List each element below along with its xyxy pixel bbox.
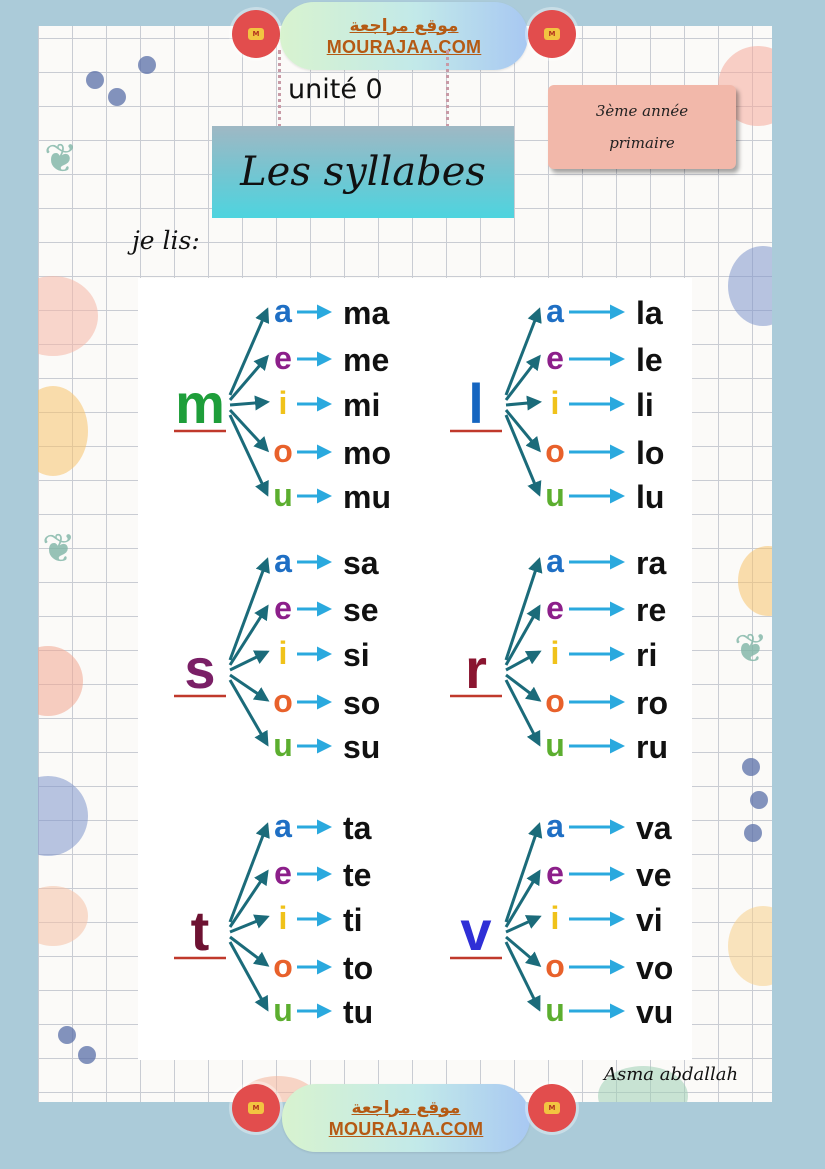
- decor-berry: [744, 824, 762, 842]
- decor-berry: [742, 758, 760, 776]
- branch-arrow: [230, 825, 267, 922]
- decor-leaf-icon: ❦: [734, 626, 768, 672]
- unit-label: unité 0: [288, 74, 383, 105]
- syllable-board: [138, 278, 692, 1060]
- hanging-rope: [278, 50, 286, 128]
- syllable-text: si: [343, 637, 370, 673]
- vowel-letter: a: [546, 293, 564, 329]
- syllable-text: ra: [636, 545, 667, 581]
- decor-berry: [78, 1046, 96, 1064]
- decor-flower: [38, 776, 88, 856]
- vowel-letter: i: [278, 385, 288, 421]
- consonant-letter: v: [460, 899, 492, 962]
- consonant-letter: r: [465, 637, 487, 700]
- site-link[interactable]: MOURAJAA.COM: [326, 36, 482, 57]
- branch-arrow: [230, 310, 267, 395]
- vowel-letter: e: [274, 590, 292, 626]
- branch-arrow: [506, 680, 539, 744]
- site-logo-badge[interactable]: [528, 10, 576, 58]
- site-banner-bottom[interactable]: [282, 1084, 530, 1152]
- syllable-text: to: [343, 950, 374, 986]
- syllable-text: le: [636, 342, 663, 378]
- vowel-letter: e: [274, 340, 292, 376]
- syllable-text: mi: [343, 387, 381, 423]
- vowel-letter: i: [278, 900, 288, 936]
- grade-level-line2: primaire: [609, 134, 675, 152]
- vowel-letter: e: [546, 340, 564, 376]
- vowel-letter: i: [278, 635, 288, 671]
- vowel-letter: u: [273, 727, 293, 763]
- branch-arrow: [506, 310, 539, 395]
- vowel-letter: o: [273, 948, 293, 984]
- decor-flower: [38, 646, 83, 716]
- syllable-text: ma: [343, 295, 390, 331]
- vowel-letter: i: [550, 900, 560, 936]
- decor-leaf-icon: ❦: [42, 526, 76, 572]
- syllable-text: sa: [343, 545, 379, 581]
- syllable-text: vu: [636, 994, 674, 1030]
- vowel-letter: i: [550, 385, 560, 421]
- vowel-letter: e: [546, 855, 564, 891]
- syllable-text: vo: [636, 950, 674, 986]
- vowel-letter: u: [273, 992, 293, 1028]
- branch-arrow: [230, 415, 267, 494]
- decor-berry: [86, 71, 104, 89]
- syllable-text: mu: [343, 479, 391, 515]
- hanging-rope: [446, 50, 454, 128]
- syllable-text: ti: [343, 902, 363, 938]
- decor-flower: [38, 276, 98, 356]
- syllable-text: mo: [343, 435, 391, 471]
- site-logo-badge[interactable]: [232, 1084, 280, 1132]
- syllable-text: ru: [636, 729, 668, 765]
- vowel-letter: u: [545, 727, 565, 763]
- logo-icon: M: [248, 1102, 264, 1114]
- syllable-text: ro: [636, 685, 668, 721]
- vowel-letter: a: [274, 293, 292, 329]
- site-link[interactable]: MOURAJAA.COM: [328, 1118, 484, 1139]
- vowel-letter: e: [274, 855, 292, 891]
- syllable-text: su: [343, 729, 381, 765]
- site-logo-badge[interactable]: [528, 1084, 576, 1132]
- vowel-letter: u: [545, 477, 565, 513]
- vowel-letter: o: [545, 683, 565, 719]
- vowel-letter: a: [274, 543, 292, 579]
- syllable-text: me: [343, 342, 390, 378]
- syllable-text: tu: [343, 994, 374, 1030]
- decor-flower: [738, 546, 772, 616]
- branch-arrow: [506, 415, 539, 494]
- syllable-text: ta: [343, 810, 372, 846]
- branch-arrow: [230, 680, 267, 744]
- branch-arrow: [506, 402, 539, 405]
- site-name-arabic: موقع مراجعة: [351, 1097, 461, 1118]
- syllable-text: ve: [636, 857, 672, 893]
- consonant-letter: l: [468, 372, 484, 435]
- title-sign: [212, 126, 514, 218]
- decor-flower: [728, 906, 772, 986]
- consonant-letter: t: [190, 899, 210, 962]
- decor-berry: [58, 1026, 76, 1044]
- syllable-text: va: [636, 810, 672, 846]
- logo-icon: M: [544, 28, 560, 40]
- syllable-text: li: [636, 387, 654, 423]
- vowel-letter: u: [273, 477, 293, 513]
- syllable-text: lo: [636, 435, 665, 471]
- vowel-letter: u: [545, 992, 565, 1028]
- branch-arrow: [230, 560, 267, 660]
- site-logo-badge[interactable]: [232, 10, 280, 58]
- consonant-letter: s: [184, 637, 216, 700]
- decor-flower: [38, 386, 88, 476]
- syllable-text: te: [343, 857, 372, 893]
- vowel-letter: o: [545, 948, 565, 984]
- logo-icon: M: [248, 28, 264, 40]
- syllable-text: vi: [636, 902, 663, 938]
- decor-berry: [750, 791, 768, 809]
- branch-arrow: [506, 825, 539, 922]
- syllable-text: re: [636, 592, 667, 628]
- page-title: Les syllabes: [240, 149, 486, 195]
- decor-berry: [108, 88, 126, 106]
- syllable-text: lu: [636, 479, 665, 515]
- vowel-letter: o: [273, 683, 293, 719]
- vowel-letter: e: [546, 590, 564, 626]
- grade-level-line1: 3ème année: [595, 102, 689, 120]
- decor-flower: [728, 246, 772, 326]
- vowel-letter: o: [273, 433, 293, 469]
- decor-leaf-icon: ❦: [44, 136, 78, 182]
- decor-berry: [138, 56, 156, 74]
- site-name-arabic: موقع مراجعة: [349, 15, 459, 36]
- instruction-label: je lis:: [132, 226, 200, 255]
- syllable-text: ri: [636, 637, 658, 673]
- vowel-letter: o: [545, 433, 565, 469]
- site-banner-top[interactable]: [280, 2, 528, 70]
- author-signature: Asma abdallah: [604, 1064, 739, 1085]
- syllable-text: la: [636, 295, 663, 331]
- syllable-diagram: [138, 278, 692, 1060]
- vowel-letter: a: [274, 808, 292, 844]
- grade-level-card: [548, 85, 736, 169]
- decor-flower: [38, 886, 88, 946]
- consonant-letter: m: [175, 372, 225, 435]
- branch-arrow: [506, 560, 539, 660]
- syllable-text: se: [343, 592, 379, 628]
- vowel-letter: a: [546, 808, 564, 844]
- logo-icon: M: [544, 1102, 560, 1114]
- syllable-text: so: [343, 685, 381, 721]
- vowel-letter: a: [546, 543, 564, 579]
- branch-arrow: [230, 402, 267, 405]
- vowel-letter: i: [550, 635, 560, 671]
